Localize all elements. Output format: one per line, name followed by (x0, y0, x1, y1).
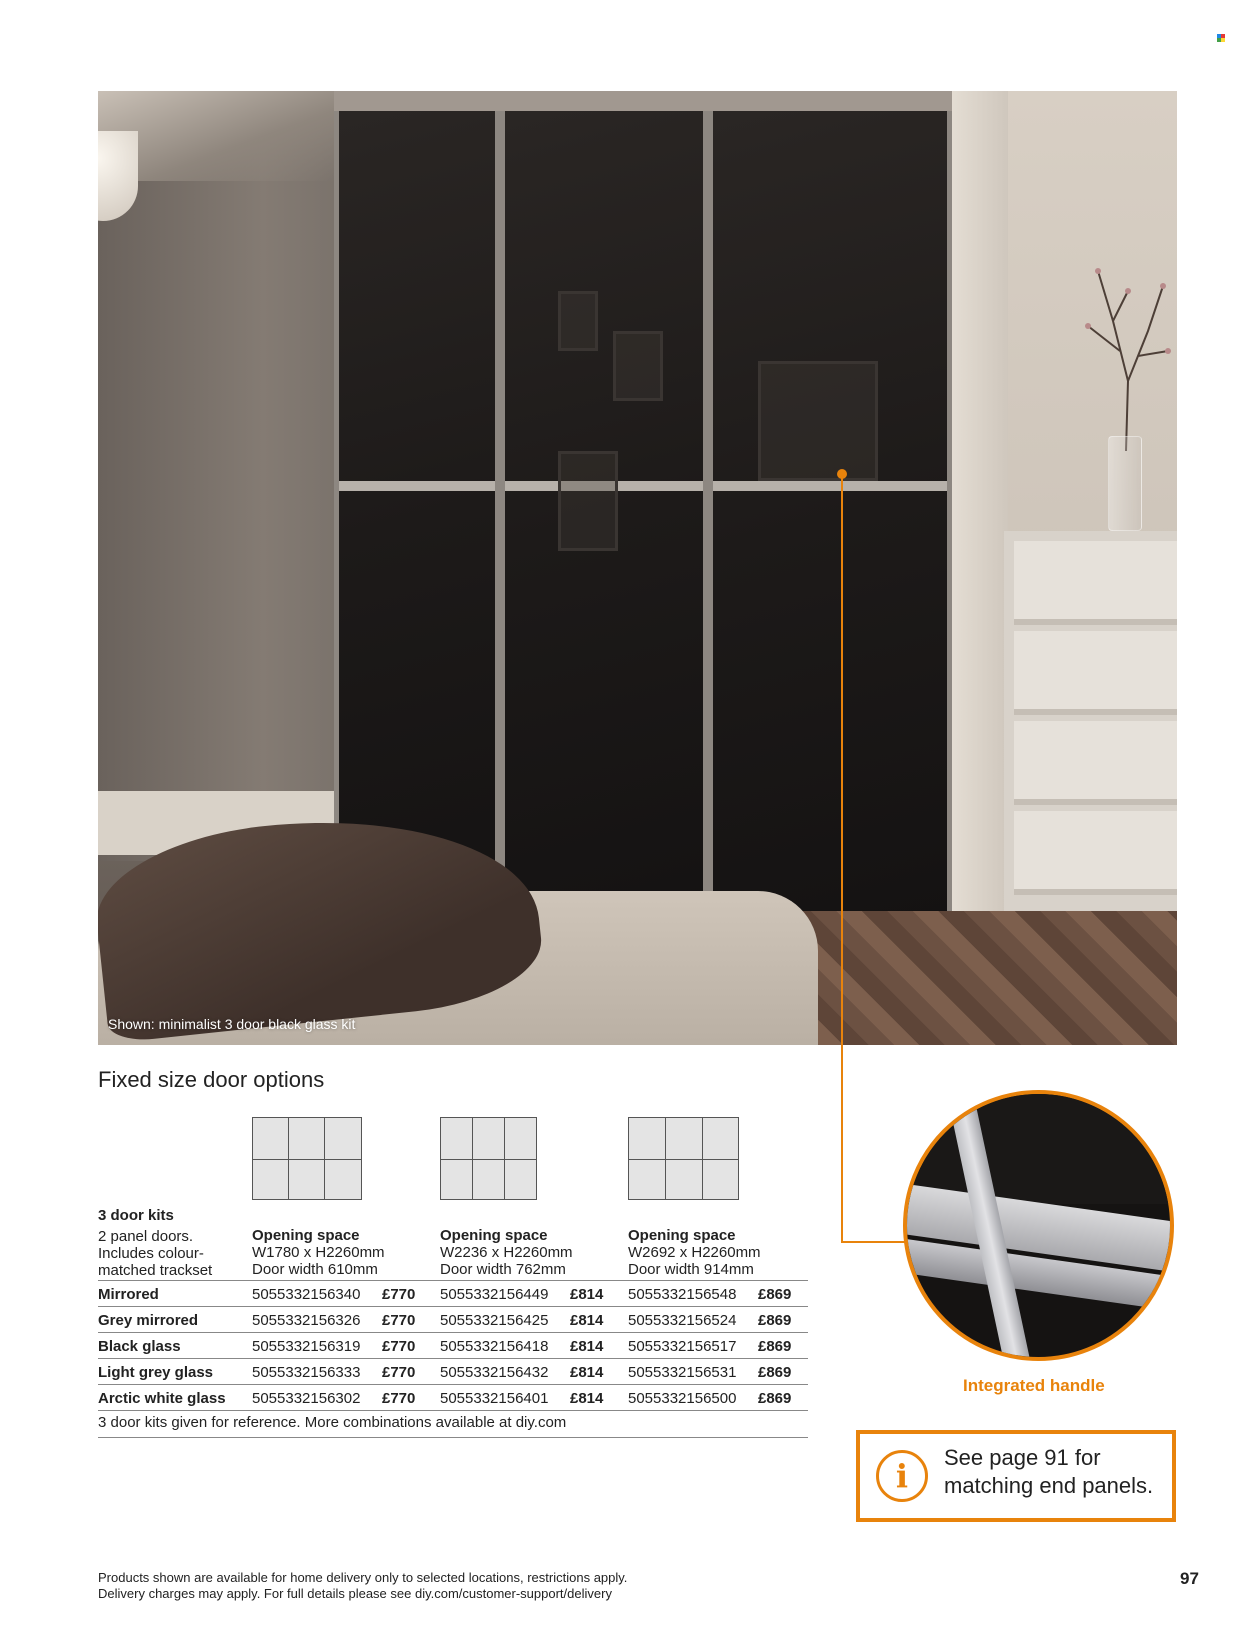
product-code: 5055332156340 (252, 1286, 361, 1303)
column-heading: Opening space (440, 1227, 548, 1244)
product-code: 5055332156319 (252, 1338, 361, 1355)
price: £814 (570, 1390, 604, 1407)
wall (98, 91, 334, 861)
product-code: 5055332156333 (252, 1364, 361, 1381)
price: £869 (758, 1390, 792, 1407)
reflection-window (758, 361, 878, 481)
column-header-1 (252, 1227, 385, 1278)
kits-description: 2 panel doors. Includes colour-matched trackset (98, 1228, 213, 1279)
table-row (98, 1384, 808, 1410)
column-door-width: Door width 762mm (440, 1261, 566, 1278)
table-row (98, 1280, 808, 1306)
product-code: 5055332156418 (440, 1338, 549, 1355)
branches-decoration (1058, 231, 1177, 451)
price: £770 (382, 1286, 416, 1303)
product-code: 5055332156326 (252, 1312, 361, 1329)
row-name: Black glass (98, 1338, 181, 1355)
product-code: 5055332156401 (440, 1390, 549, 1407)
product-code: 5055332156302 (252, 1390, 361, 1407)
wardrobe-door-3 (708, 111, 952, 931)
detail-label: Integrated handle (963, 1376, 1105, 1395)
hero-caption: Shown: minimalist 3 door black glass kit (108, 1016, 356, 1032)
footer-line: Products shown are available for home delivery only to selected locations, restrictions apply. (98, 1570, 628, 1585)
table-divider (98, 1410, 808, 1411)
handle-detail-image (903, 1090, 1174, 1361)
product-code: 5055332156432 (440, 1364, 549, 1381)
reflection-frame (558, 291, 598, 351)
column-door-width: Door width 914mm (628, 1261, 754, 1278)
price: £814 (570, 1312, 604, 1329)
price: £814 (570, 1338, 604, 1355)
price: £869 (758, 1364, 792, 1381)
row-name: Grey mirrored (98, 1312, 199, 1329)
reflection-frame (613, 331, 663, 401)
price: £770 (382, 1364, 416, 1381)
column-heading: Opening space (252, 1227, 360, 1244)
row-name: Arctic white glass (98, 1390, 226, 1407)
door-diagram-1 (252, 1117, 362, 1200)
product-code: 5055332156531 (628, 1364, 737, 1381)
row-name: Mirrored (98, 1286, 159, 1303)
column-header-2 (440, 1227, 573, 1278)
row-name: Light grey glass (98, 1364, 214, 1381)
price: £869 (758, 1312, 792, 1329)
info-icon: i (876, 1450, 928, 1502)
column-heading: Opening space (628, 1227, 736, 1244)
column-size: W2692 x H2260mm (628, 1244, 761, 1261)
table-row (98, 1332, 808, 1358)
wardrobe-top-track (334, 91, 952, 111)
footer-line: Delivery charges may apply. For full details please see diy.com/customer-support/delivery (98, 1586, 612, 1601)
price: £770 (382, 1312, 416, 1329)
price: £869 (758, 1286, 792, 1303)
callout-line (841, 473, 843, 1242)
product-code: 5055332156449 (440, 1286, 549, 1303)
column-size: W2236 x H2260mm (440, 1244, 573, 1261)
info-box (856, 1430, 1176, 1522)
callout-dot (837, 469, 847, 479)
column-door-width: Door width 610mm (252, 1261, 378, 1278)
price: £770 (382, 1338, 416, 1355)
page-number: 97 (1180, 1569, 1199, 1588)
product-code: 5055332156425 (440, 1312, 549, 1329)
price: £770 (382, 1390, 416, 1407)
product-code: 5055332156517 (628, 1338, 737, 1355)
door-diagram-3 (628, 1117, 739, 1200)
info-line: matching end panels. (944, 1473, 1154, 1498)
chest-of-drawers (1004, 531, 1177, 911)
vase (1108, 436, 1142, 531)
column-size: W1780 x H2260mm (252, 1244, 385, 1261)
reflection-frame (558, 451, 618, 551)
product-code: 5055332156524 (628, 1312, 737, 1329)
door-diagram-2 (440, 1117, 537, 1200)
column-header-3 (628, 1227, 761, 1278)
table-note: 3 door kits given for reference. More combinations available at diy.com (98, 1414, 567, 1431)
wall-pillar (952, 91, 1008, 941)
table-divider (98, 1437, 808, 1438)
kits-heading: 3 door kits (98, 1207, 174, 1224)
price: £869 (758, 1338, 792, 1355)
info-line: See page 91 for (944, 1445, 1101, 1470)
product-code: 5055332156500 (628, 1390, 737, 1407)
price: £814 (570, 1364, 604, 1381)
section-title: Fixed size door options (98, 1067, 325, 1092)
corner-mark (1217, 34, 1225, 42)
footer-note (98, 1570, 627, 1602)
product-code: 5055332156548 (628, 1286, 737, 1303)
table-row (98, 1306, 808, 1332)
wardrobe-door-1 (334, 111, 500, 931)
info-text (944, 1444, 1170, 1500)
price: £814 (570, 1286, 604, 1303)
table-row (98, 1358, 808, 1384)
hero-photo (98, 91, 1177, 1045)
